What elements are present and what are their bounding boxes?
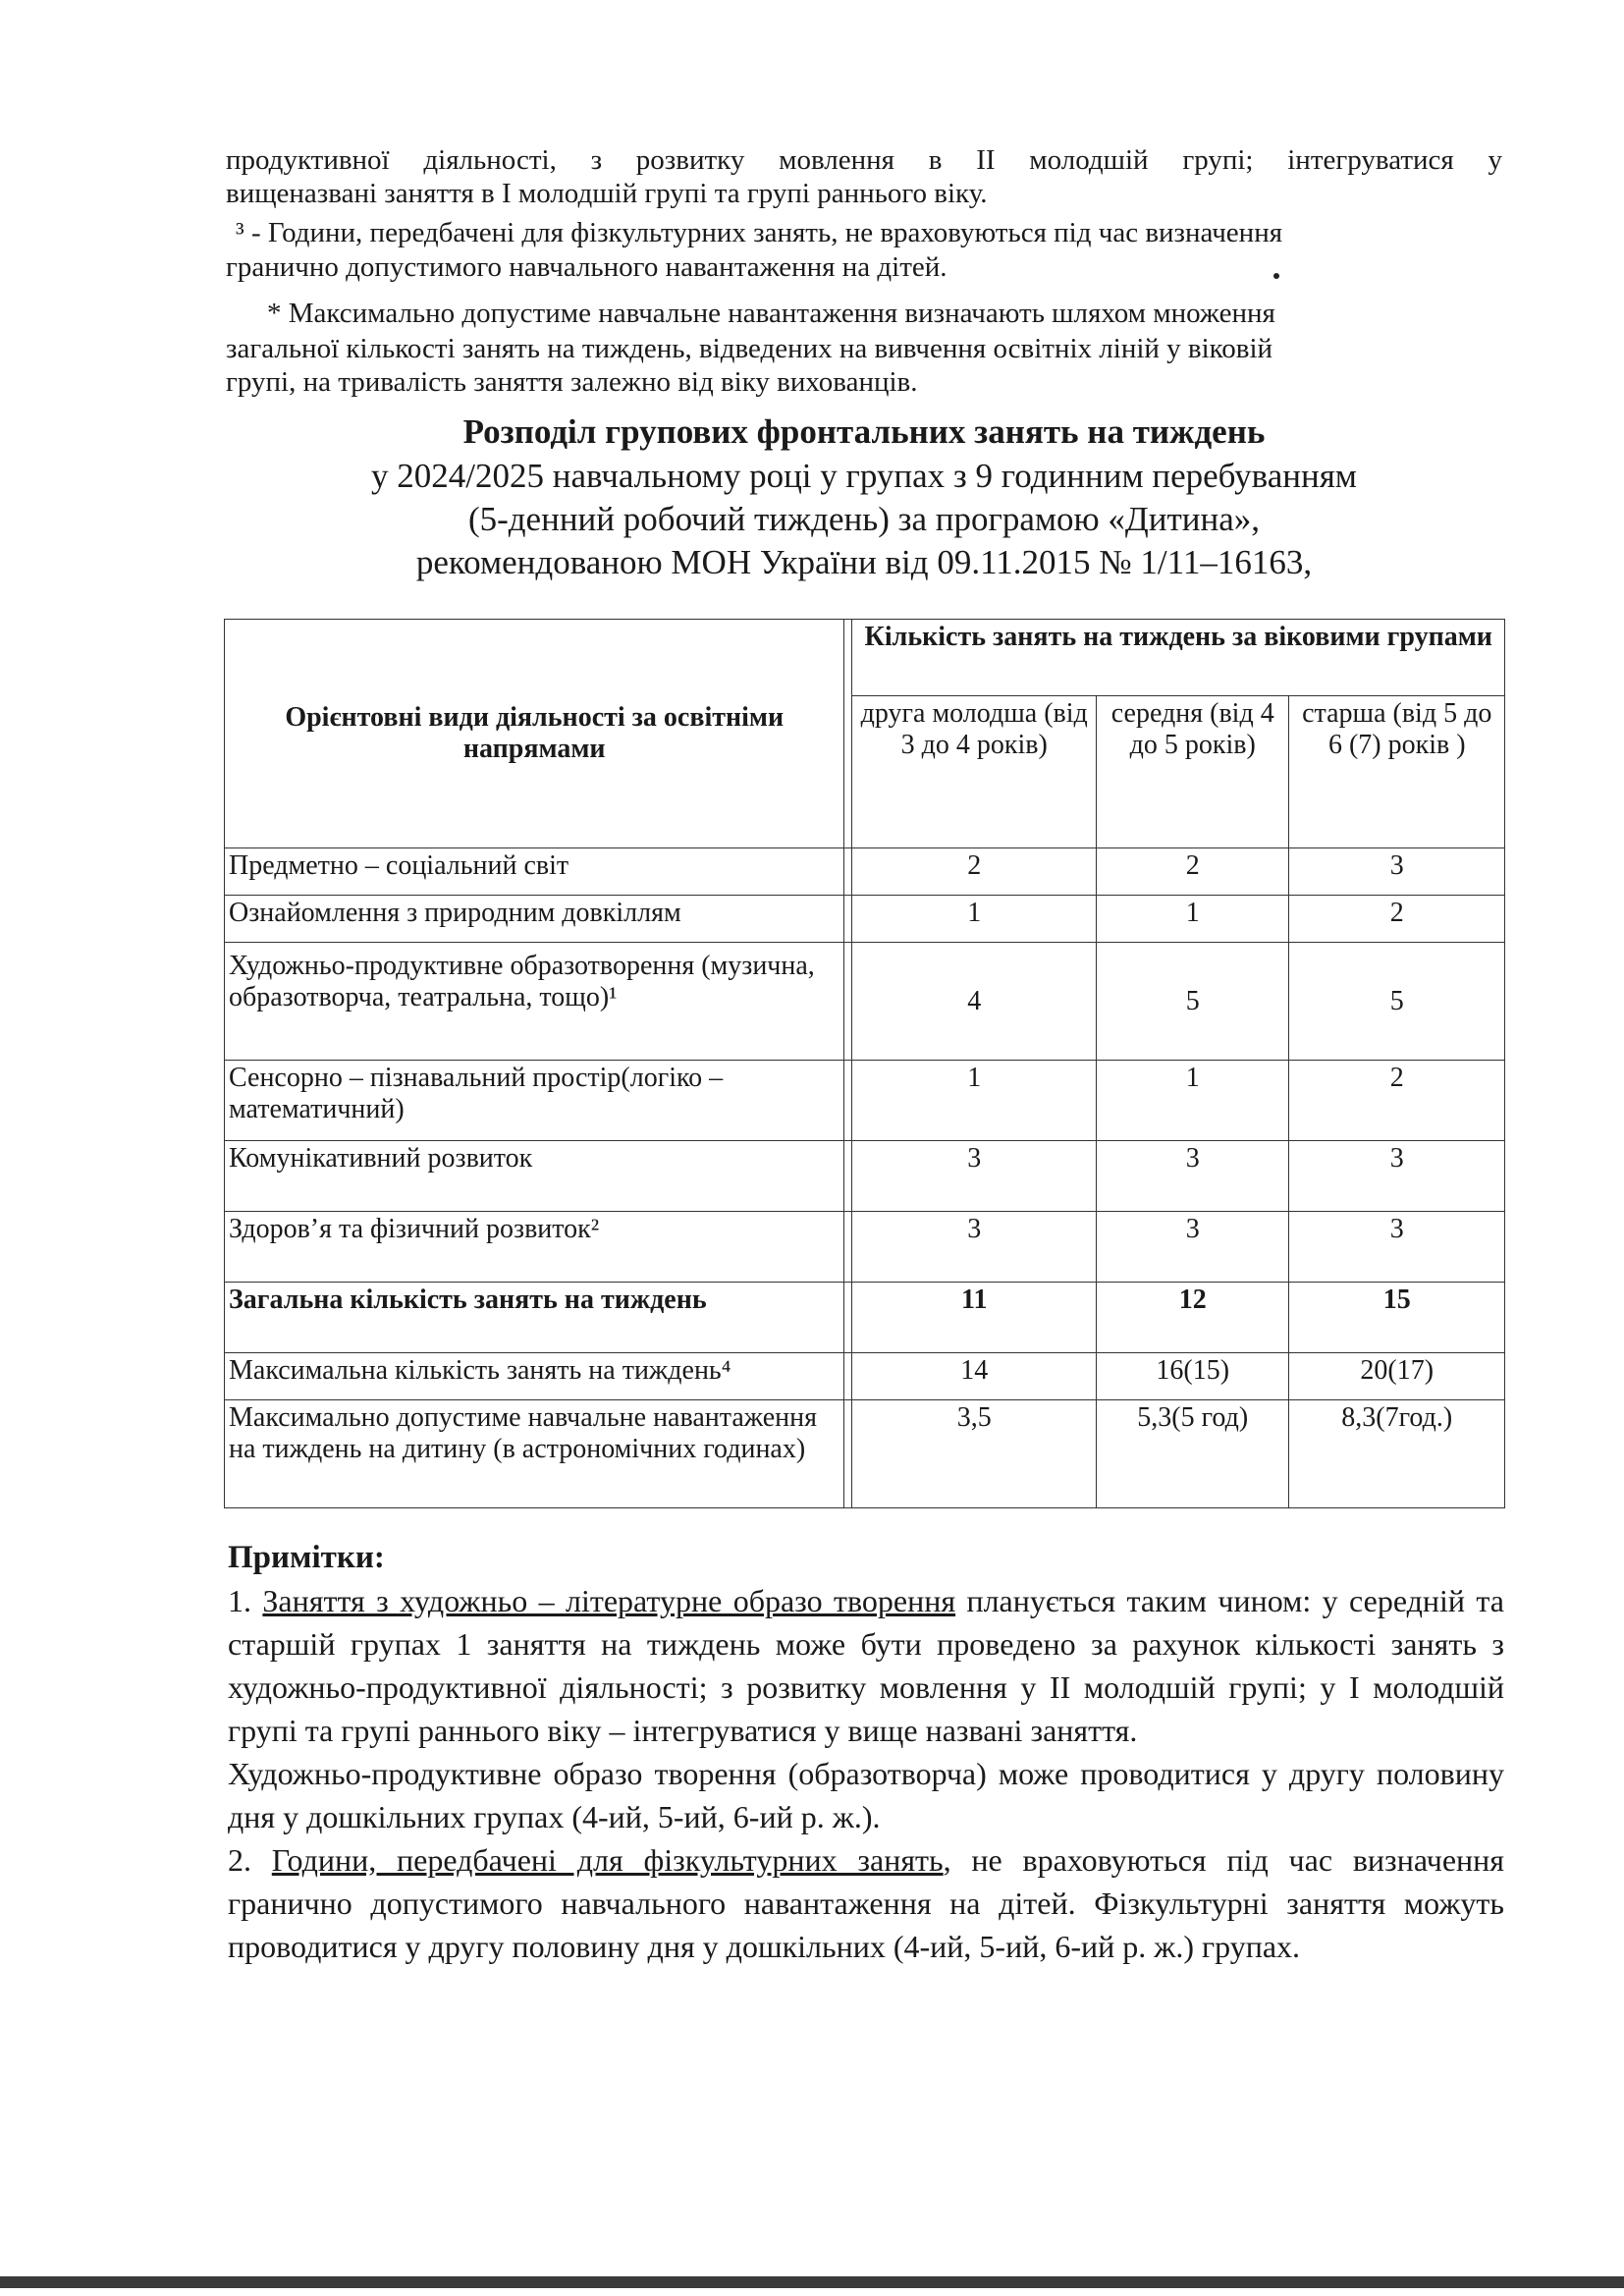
group-header-middle: середня (від 4 до 5 років) [1097,696,1289,848]
group-header-junior: друга молодша (від 3 до 4 років) [852,696,1097,848]
cell-junior: 14 [852,1353,1097,1400]
double-rule [844,1141,852,1212]
cell-senior: 15 [1289,1283,1505,1353]
double-rule [844,896,852,943]
row-label: Комунікативний розвиток [225,1141,844,1212]
cell-junior: 11 [852,1283,1097,1353]
note-1-text: планується таким чином: у середній та старшій групах 1 заняття на тиждень може бути проведено за рахунок кількості занять з художньо-продуктивної діяльності; з розвитку мовлення у ІІ молодшій групі; у І молодшій групі та групі раннього віку – інтегруватися у вище названі заняття. [228,1583,1505,1748]
note-1 [228,1579,1504,1752]
row-label: Предметно – соціальний світ [225,848,844,896]
cell-junior: 3 [852,1212,1097,1283]
intro-line-1: продуктивної діяльності, з розвитку мовлення в ІІ молодшій групі; інтегруватися у [226,144,1502,176]
cell-senior: 8,3(7год.) [1289,1400,1505,1508]
row-label: Загальна кількість занять на тиждень [225,1283,844,1353]
intro-asterisk-note [267,297,1502,330]
double-rule [844,620,852,848]
cell-junior: 3 [852,1141,1097,1212]
cell-senior: 2 [1289,1061,1505,1141]
scan-edge-bar [0,2276,1624,2288]
double-rule [844,1061,852,1141]
intro-paragraph-1 [226,143,1502,210]
intro-line-5: * Максимально допустиме навчальне навантаження визначають шляхом множення [267,298,1275,329]
cell-senior: 3 [1289,848,1505,896]
table-row [225,1400,1505,1508]
cell-senior: 20(17) [1289,1353,1505,1400]
cell-junior: 1 [852,1061,1097,1141]
cell-middle: 5 [1097,943,1289,1061]
double-rule [844,1400,852,1508]
note-2-underlined: Години, передбачені для фізкультурних занять [271,1842,944,1878]
cell-middle: 1 [1097,1061,1289,1141]
note-1-underlined: Заняття з художньо – літературне образо творення [262,1583,956,1618]
double-rule [844,848,852,896]
cell-senior: 5 [1289,943,1505,1061]
cell-junior: 3,5 [852,1400,1097,1508]
cell-middle: 12 [1097,1283,1289,1353]
intro-line-7: групі, на тривалість заняття залежно від віку вихованців. [226,366,918,398]
table-row [225,943,1505,1061]
cell-middle: 3 [1097,1212,1289,1283]
cell-middle: 1 [1097,896,1289,943]
table-subtitle-line-2: у 2024/2025 навчальному році у групах з 9 годинним перебуванням [371,457,1357,495]
intro-line-3: ³ - Години, передбачені для фізкультурних занять, не враховуються під час визначення [236,217,1283,248]
table-row [225,1061,1505,1141]
group-header-senior: старша (від 5 до 6 (7) років ) [1289,696,1505,848]
cell-middle: 2 [1097,848,1289,896]
table-header-row [225,620,1505,696]
table-row [225,1353,1505,1400]
intro-footnote-3-cont [226,250,1502,284]
cell-middle: 3 [1097,1141,1289,1212]
notes-header: Примітки: [228,1540,385,1575]
cell-middle: 16(15) [1097,1353,1289,1400]
cell-middle: 5,3(5 год) [1097,1400,1289,1508]
cell-senior: 3 [1289,1212,1505,1283]
note-2 [228,1838,1504,1968]
intro-line-4: гранично допустимого навчального навантаження на дітей. [226,251,947,283]
cell-senior: 3 [1289,1141,1505,1212]
row-label: Сенсорно – пізнавальний простір(логіко – математичний) [225,1061,844,1141]
table-row [225,896,1505,943]
table-subtitle-line-4: рекомендованою МОН України від 09.11.2015 № 1/11–16163, [415,543,1313,581]
cell-senior: 2 [1289,896,1505,943]
intro-footnote-3 [236,216,1512,249]
table-row [225,848,1505,896]
note-2-number: 2. [228,1842,251,1878]
scan-speck [1273,273,1279,279]
cell-junior: 1 [852,896,1097,943]
group-header: Кількість занять на тиждень за віковими групами [852,620,1505,696]
notes-section [228,1536,1504,1968]
table-subtitle-line-3: (5-денний робочий тиждень) за програмою «Дитина», [467,500,1261,538]
intro-asterisk-note-cont [226,332,1502,399]
row-label: Здоров’я та фізичний розвиток² [225,1212,844,1283]
table-row [225,1141,1505,1212]
note-1-extra: Художньо-продуктивне образо творення (образотворча) може проводитися у другу половину дня у дошкільних групах (4-ий, 5-ий, 6-ий р. ж.). [228,1756,1504,1834]
table-row [225,1212,1505,1283]
cell-junior: 4 [852,943,1097,1061]
cell-junior: 2 [852,848,1097,896]
row-label: Художньо-продуктивне образотворення (музична, образотворча, театральна, тощо)¹ [225,943,844,1061]
table-total-row [225,1283,1505,1353]
double-rule [844,1212,852,1283]
note-2-text: , не враховуються під час визначення гранично допустимого навчального навантаження на дітей. Фізкультурні заняття можуть проводитися у другу половину дня у дошкільних (4-ий, 5-ий, 6-ий р. ж.) групах. [228,1842,1505,1964]
double-rule [844,943,852,1061]
activity-column-header: Орієнтовні види діяльності за освітніми напрямами [225,620,844,848]
row-label: Максимальна кількість занять на тиждень⁴ [225,1353,844,1400]
table-title: Розподіл групових фронтальних занять на тиждень [462,412,1266,451]
intro-line-6: загальної кількості занять на тиждень, відведених на вивчення освітніх ліній у віковій [226,333,1273,364]
schedule-table [224,619,1505,1508]
intro-line-2: вищеназвані заняття в І молодшій групі та групі раннього віку. [226,178,988,209]
row-label: Максимально допустиме навчальне навантаження на тиждень на дитину (в астрономічних годинах) [225,1400,844,1508]
double-rule [844,1353,852,1400]
row-label: Ознайомлення з природним довкіллям [225,896,844,943]
double-rule [844,1283,852,1353]
note-1-number: 1. [228,1583,251,1618]
